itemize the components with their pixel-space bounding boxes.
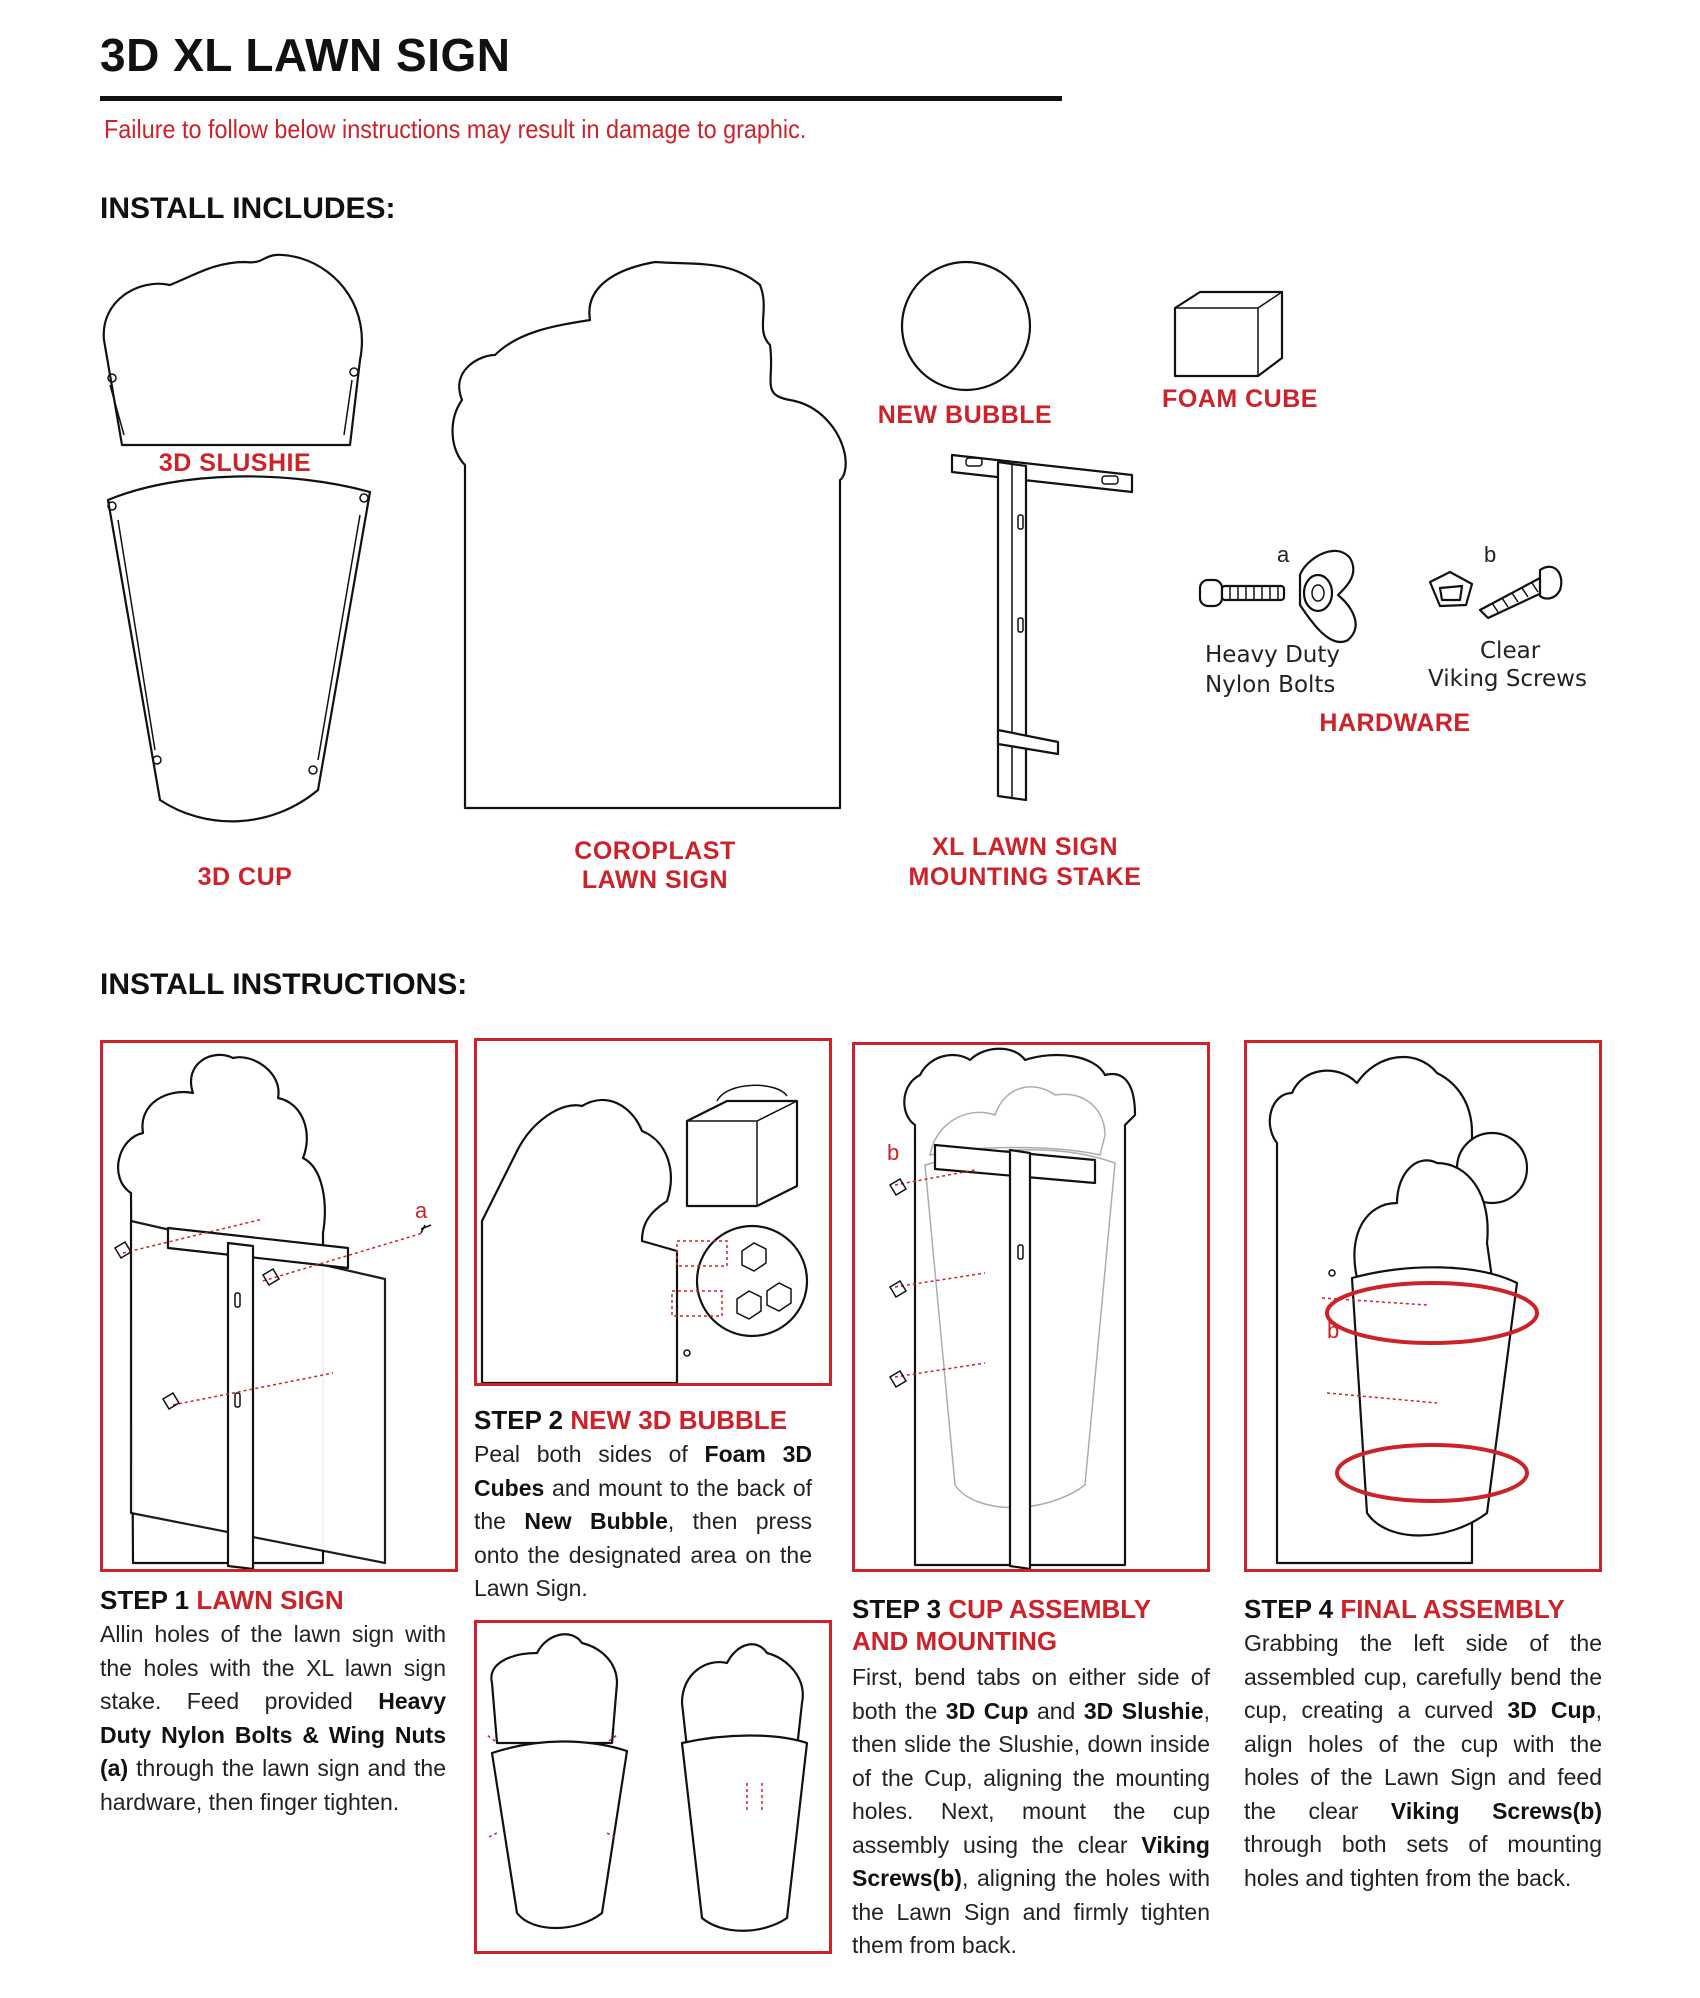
step-body-run: Foam 3D Cubes <box>474 1441 813 1501</box>
step-body-run: 3D Cup <box>945 1697 1029 1724</box>
step-body-run: New Bubble <box>524 1508 668 1534</box>
step4-number: STEP 4 <box>1244 1594 1334 1624</box>
step3-body <box>852 1661 1210 1963</box>
step-body-run: Allin holes of the lawn sign with the holes with the XL lawn sign stake. Feed provided <box>100 1621 446 1714</box>
step2-number: STEP 2 <box>474 1405 564 1435</box>
step4-callout-b: b <box>1327 1318 1340 1343</box>
step-body-run: Viking Screws(b) <box>852 1831 1210 1891</box>
label-coroplast-line1: COROPLAST <box>574 837 736 865</box>
step3-name: CUP ASSEMBLY AND MOUNTING <box>852 1594 1151 1656</box>
step-body-run: , then slide the Slushie, down inside of the Cup, aligning the mounting holes. Next, mount the cup assembly using the clear <box>852 1697 1210 1858</box>
bubble-shape <box>902 262 1030 390</box>
step4-title <box>1244 1593 1602 1625</box>
step-body-run: , align holes of the cup with the holes of the Lawn Sign and feed the clear <box>1244 1697 1602 1824</box>
step1-illustration <box>103 1043 455 1569</box>
step4-body <box>1244 1627 1602 1895</box>
label-3d-slushie: 3D SLUSHIE <box>158 449 312 477</box>
hardware-a-letter: a <box>1277 542 1290 567</box>
label-hardware: HARDWARE <box>1319 709 1471 737</box>
label-foam-cube: FOAM CUBE <box>1162 385 1318 413</box>
step1-name: LAWN SIGN <box>196 1585 344 1615</box>
step2-illustration <box>477 1041 829 1383</box>
step2-name: NEW 3D BUBBLE <box>570 1405 788 1435</box>
label-stake-line2: MOUNTING STAKE <box>908 863 1142 891</box>
hardware-b-line1: Clear <box>1480 638 1541 664</box>
step4-illustration <box>1247 1043 1599 1569</box>
step-body-run: Viking Screws(b) <box>1390 1797 1602 1824</box>
step-body-run: Heavy Duty Nylon Bolts & Wing Nuts (a) <box>100 1688 446 1781</box>
step4-illustration-box <box>1244 1040 1602 1572</box>
includes-heading: INSTALL INCLUDES: <box>100 192 396 225</box>
page-title: 3D XL LAWN SIGN <box>100 29 511 81</box>
step2b-illustration <box>477 1623 829 1951</box>
step3-number: STEP 3 <box>852 1594 942 1624</box>
hardware-a-line1: Heavy Duty <box>1205 642 1340 668</box>
step2-illustration-box <box>474 1038 832 1386</box>
coroplast-sign-shape <box>453 262 846 808</box>
step2-title <box>474 1404 832 1436</box>
step1-callout-a: a <box>415 1198 428 1223</box>
step-body-run: Grabbing the left side of the assembled cup, carefully bend the cup, creating a curved <box>1244 1630 1602 1723</box>
step-body-run: , then press onto the designated area on the Lawn Sign. <box>474 1508 812 1601</box>
step-body-run: First, bend tabs on either side of both the <box>852 1664 1210 1724</box>
step-body-run: and <box>1028 1697 1084 1724</box>
hardware-b-line2: Viking Screws <box>1428 666 1587 692</box>
slushie-lid-shape <box>104 255 362 445</box>
step-body-run: and mount to the back of the <box>474 1474 812 1534</box>
step1-body <box>100 1618 446 1819</box>
step-body-run: 3D Slushie <box>1083 1697 1204 1724</box>
foam-cube-shape <box>1175 292 1282 376</box>
step1-illustration-box <box>100 1040 458 1572</box>
step2-body <box>474 1438 812 1606</box>
step3-callout-b: b <box>887 1140 900 1165</box>
wing-nut-illustration <box>1300 551 1356 642</box>
step-body-run: through both sets of mounting holes and tighten from the back. <box>1244 1831 1602 1891</box>
label-stake-line1: XL LAWN SIGN <box>931 833 1119 861</box>
step-body-run: Peal both sides of <box>474 1441 705 1467</box>
nylon-bolt-illustration <box>1200 580 1284 606</box>
mounting-stake-shape <box>952 455 1132 800</box>
step3-title <box>852 1593 1210 1657</box>
step1-title <box>100 1584 458 1616</box>
hardware-b-letter: b <box>1484 542 1497 567</box>
viking-screw-illustration <box>1430 567 1561 618</box>
step2b-illustration-box <box>474 1620 832 1954</box>
step1-number: STEP 1 <box>100 1585 190 1615</box>
label-3d-cup: 3D CUP <box>197 863 293 891</box>
step3-illustration-box <box>852 1042 1210 1572</box>
hardware-a-line2: Nylon Bolts <box>1205 672 1336 698</box>
instructions-heading: INSTALL INSTRUCTIONS: <box>100 968 468 1001</box>
warning-text: Failure to follow below instructions may result in damage to graphic. <box>104 114 807 144</box>
label-coroplast-line2: LAWN SIGN <box>581 866 729 894</box>
cup-shape <box>108 476 370 821</box>
step-body-run: 3D Cup <box>1507 1697 1596 1723</box>
step4-name: FINAL ASSEMBLY <box>1340 1594 1565 1624</box>
step-body-run: through the lawn sign and the hardware, then finger tighten. <box>100 1755 446 1815</box>
step-body-run: , aligning the holes with the Lawn Sign and firmly tighten them from back. <box>852 1865 1210 1958</box>
step3-illustration <box>855 1045 1207 1569</box>
label-new-bubble: NEW BUBBLE <box>877 401 1053 429</box>
